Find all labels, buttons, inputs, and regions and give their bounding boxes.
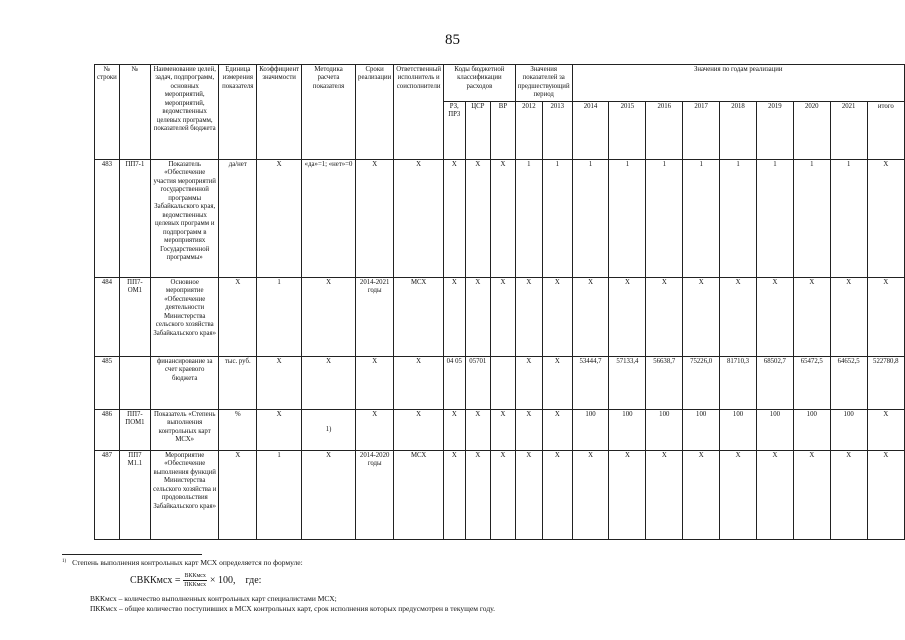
row-term: Х <box>356 356 394 409</box>
formula-numerator: ВККмсх <box>183 572 206 581</box>
formula <box>130 572 882 589</box>
header-total: итого <box>867 101 904 159</box>
footnote-mark: 1) <box>62 558 67 564</box>
row-value: 1 <box>572 159 609 277</box>
header-year: 2020 <box>793 101 830 159</box>
header-term: Сроки реализации <box>356 65 394 160</box>
row-no: 485 <box>95 356 120 409</box>
row-name: финансирование за счет краевого бюджета <box>151 356 219 409</box>
row-value: Х <box>646 277 683 356</box>
row-name: Основное мероприятие «Обеспечение деятельности Министерства сельского хозяйства Забайкальского края» <box>151 277 219 356</box>
row-rz: Х <box>444 450 465 539</box>
row-2013: Х <box>542 409 572 450</box>
row-value: 81710,3 <box>720 356 757 409</box>
header-unit: Единица измерения показателя <box>219 65 257 160</box>
footnote-text: Степень выполнения контрольных карт МСХ определяется по формуле: <box>72 558 303 567</box>
table-row <box>95 356 905 409</box>
row-total: Х <box>867 450 904 539</box>
row-2012: Х <box>515 356 542 409</box>
footnote-def-2: ПККмсх – общее количество поступивших в МСХ контрольных карт, срок исполнения которых предусмотрен в текущем году. <box>90 604 496 614</box>
row-responsible: МСХ <box>394 450 444 539</box>
row-term: 2014-2020 годы <box>356 450 394 539</box>
row-unit: Х <box>219 277 257 356</box>
row-rz: Х <box>444 159 465 277</box>
row-vr: Х <box>491 450 516 539</box>
row-method: Х <box>302 356 356 409</box>
row-value: 100 <box>572 409 609 450</box>
row-no: 487 <box>95 450 120 539</box>
row-value: 100 <box>756 409 793 450</box>
footnote <box>62 558 882 615</box>
row-total: Х <box>867 277 904 356</box>
row-name: Показатель «Степень выполнения контрольных карт МСХ» <box>151 409 219 450</box>
row-csr: Х <box>465 450 491 539</box>
row-rz: Х <box>444 277 465 356</box>
row-value: 56638,7 <box>646 356 683 409</box>
row-value: 100 <box>646 409 683 450</box>
row-value: 1 <box>609 159 646 277</box>
table-row <box>95 409 905 450</box>
row-value: 1 <box>793 159 830 277</box>
header-year: 2017 <box>683 101 720 159</box>
header-years: Значения по годам реализации <box>572 65 904 102</box>
row-responsible: Х <box>394 356 444 409</box>
row-responsible: МСХ <box>394 277 444 356</box>
header-2012: 2012 <box>515 101 542 159</box>
row-value: 68502,7 <box>756 356 793 409</box>
row-term: 2014-2021 годы <box>356 277 394 356</box>
header-budget-codes: Коды бюджетной классификации расходов <box>444 65 516 102</box>
row-value: 1 <box>756 159 793 277</box>
row-value: Х <box>646 450 683 539</box>
row-2013: Х <box>542 277 572 356</box>
header-code: № <box>119 65 150 160</box>
row-unit: % <box>219 409 257 450</box>
table-row <box>95 277 905 356</box>
row-method: «да»=1; «нет»=0 <box>302 159 356 277</box>
row-vr: Х <box>491 277 516 356</box>
row-2012: Х <box>515 409 542 450</box>
row-value: Х <box>572 277 609 356</box>
formula-denominator: ПККмсх <box>184 582 207 589</box>
footnote-divider <box>62 554 202 555</box>
row-coef: Х <box>257 356 302 409</box>
row-value: 1 <box>830 159 867 277</box>
row-csr: Х <box>465 159 491 277</box>
header-year: 2018 <box>720 101 757 159</box>
row-unit: тыс. руб. <box>219 356 257 409</box>
table-row <box>95 450 905 539</box>
row-total: 522780,8 <box>867 356 904 409</box>
table-row <box>95 159 905 277</box>
row-vr: Х <box>491 409 516 450</box>
row-value: 75226,0 <box>683 356 720 409</box>
row-csr: Х <box>465 277 491 356</box>
row-unit: Х <box>219 450 257 539</box>
row-responsible: Х <box>394 409 444 450</box>
row-value: Х <box>572 450 609 539</box>
row-code <box>119 356 150 409</box>
row-value: 1 <box>646 159 683 277</box>
row-no: 483 <box>95 159 120 277</box>
formula-where: где: <box>245 574 262 586</box>
row-total: Х <box>867 159 904 277</box>
row-value: Х <box>793 450 830 539</box>
header-responsible: Ответственный исполнитель и соисполнители <box>394 65 444 160</box>
row-value: Х <box>683 450 720 539</box>
row-term: Х <box>356 159 394 277</box>
row-value: 100 <box>793 409 830 450</box>
formula-fraction <box>183 572 206 589</box>
row-value: 53444,7 <box>572 356 609 409</box>
row-code: ПП7-ОМ1 <box>119 277 150 356</box>
row-value: Х <box>756 277 793 356</box>
row-value: 100 <box>830 409 867 450</box>
row-value: 100 <box>720 409 757 450</box>
row-value: Х <box>609 277 646 356</box>
header-year: 2014 <box>572 101 609 159</box>
row-method: 1) <box>302 409 356 450</box>
header-rz: РЗ, ПР3 <box>444 101 465 159</box>
row-csr: Х <box>465 409 491 450</box>
header-row-no: № строки <box>95 65 120 160</box>
header-name: Наименование целей, задач, подпрограмм, основных мероприятий, мероприятий, ведомственных целевых программ, показателей бюджета <box>151 65 219 160</box>
row-2012: Х <box>515 277 542 356</box>
row-method: Х <box>302 450 356 539</box>
header-method: Методика расчета показателя <box>302 65 356 160</box>
row-coef: 1 <box>257 450 302 539</box>
row-term: Х <box>356 409 394 450</box>
header-prev-period: Значения показателей за предшествующий период <box>515 65 572 102</box>
row-2012: 1 <box>515 159 542 277</box>
row-coef: Х <box>257 409 302 450</box>
row-value: 64652,5 <box>830 356 867 409</box>
row-csr: 05701 <box>465 356 491 409</box>
row-code: ПП7-ПОМ1 <box>119 409 150 450</box>
row-value: 100 <box>683 409 720 450</box>
footnote-intro <box>62 558 882 568</box>
row-value: 100 <box>609 409 646 450</box>
row-unit: да/нет <box>219 159 257 277</box>
formula-lhs: СВККмсх = <box>130 574 181 586</box>
row-coef: 1 <box>257 277 302 356</box>
header-coef: Коэффициент значимости <box>257 65 302 160</box>
row-value: Х <box>609 450 646 539</box>
row-method: Х <box>302 277 356 356</box>
row-code: ПП7 М1.1 <box>119 450 150 539</box>
row-no: 484 <box>95 277 120 356</box>
row-rz: Х <box>444 409 465 450</box>
row-value: Х <box>720 450 757 539</box>
row-name: Показатель «Обеспечение участия мероприятий государственной программы Забайкальского края, ведомственных целевых программ и подпрограмм в мероприятиях Государственной программы» <box>151 159 219 277</box>
row-total: Х <box>867 409 904 450</box>
row-responsible: Х <box>394 159 444 277</box>
row-value: Х <box>683 277 720 356</box>
row-no: 486 <box>95 409 120 450</box>
row-name: Мероприятие «Обеспечение выполнения функций Министерства сельского хозяйства и продовольствия Забайкальского края» <box>151 450 219 539</box>
header-csr: ЦСР <box>465 101 491 159</box>
table-header <box>95 65 905 160</box>
formula-rhs: × 100, <box>209 574 236 586</box>
indicators-table <box>94 64 905 540</box>
header-2013: 2013 <box>542 101 572 159</box>
header-year: 2019 <box>756 101 793 159</box>
row-value: 65472,5 <box>793 356 830 409</box>
row-value: Х <box>756 450 793 539</box>
row-2013: Х <box>542 356 572 409</box>
row-coef: Х <box>257 159 302 277</box>
row-value: Х <box>830 450 867 539</box>
header-year: 2021 <box>830 101 867 159</box>
row-vr: Х <box>491 159 516 277</box>
page-number: 85 <box>445 32 460 48</box>
row-value: Х <box>830 277 867 356</box>
row-value: 1 <box>720 159 757 277</box>
row-value: Х <box>793 277 830 356</box>
row-2012: Х <box>515 450 542 539</box>
row-2013: 1 <box>542 159 572 277</box>
row-value: Х <box>720 277 757 356</box>
header-vr: ВР <box>491 101 516 159</box>
footnote-def-1: ВККмсх – количество выполненных контрольных карт специалистами МСХ; <box>90 594 337 604</box>
header-year: 2015 <box>609 101 646 159</box>
row-value: 1 <box>683 159 720 277</box>
row-code: ПП7-1 <box>119 159 150 277</box>
header-year: 2016 <box>646 101 683 159</box>
row-2013: Х <box>542 450 572 539</box>
row-vr <box>491 356 516 409</box>
row-value: 57133,4 <box>609 356 646 409</box>
row-rz: 04 05 <box>444 356 465 409</box>
